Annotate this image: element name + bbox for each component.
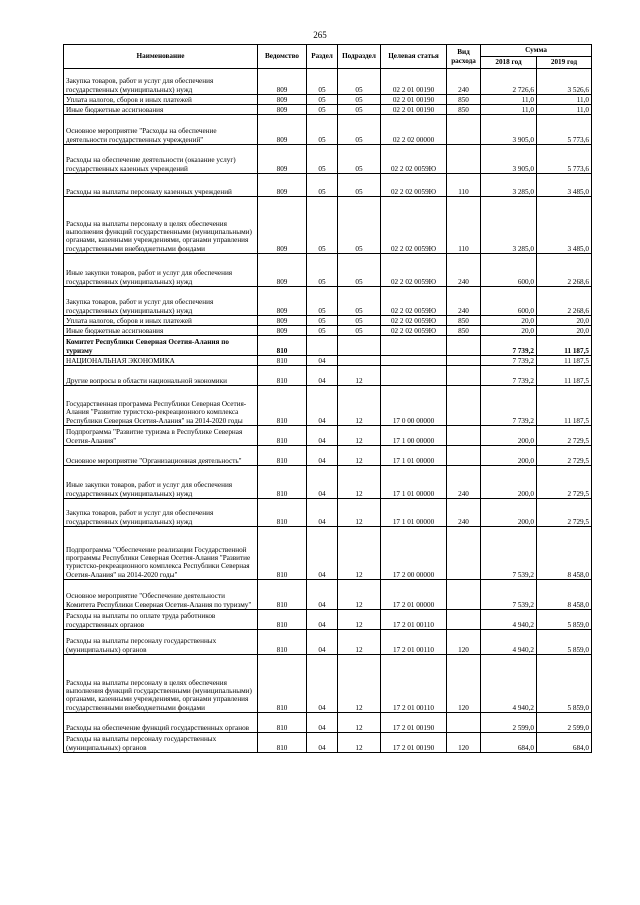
cell-name: Основное мероприятие "Организационная деятельность" (64, 446, 258, 466)
cell-name: Другие вопросы в области национальной экономики (64, 366, 258, 386)
cell-sum-2018: 2 726,6 (481, 69, 537, 95)
table-row (64, 174, 592, 197)
cell-sum-2018: 200,0 (481, 426, 537, 446)
table-row (64, 713, 592, 733)
cell-subsection: 12 (338, 580, 381, 610)
header-section: Раздел (307, 45, 338, 69)
table-row (64, 466, 592, 499)
table-row (64, 610, 592, 630)
cell-name: Расходы на обеспечение функций государственных органов (64, 713, 258, 733)
table-row (64, 316, 592, 326)
cell-name: Уплата налогов, сборов и иных платежей (64, 95, 258, 105)
cell-dept: 810 (258, 366, 307, 386)
cell-sum-2019: 3 485,0 (537, 174, 592, 197)
cell-sum-2018: 4 940,2 (481, 630, 537, 655)
cell-sum-2018: 684,0 (481, 733, 537, 753)
cell-subsection: 05 (338, 95, 381, 105)
cell-section: 04 (307, 655, 338, 713)
cell-target: 02 2 02 0059Ю (381, 326, 447, 336)
cell-name: Уплата налогов, сборов и иных платежей (64, 316, 258, 326)
cell-exp-type: 110 (447, 197, 481, 254)
cell-target: 17 0 00 00000 (381, 386, 447, 426)
cell-section: 05 (307, 326, 338, 336)
cell-target (381, 356, 447, 366)
cell-sum-2019: 2 729,5 (537, 426, 592, 446)
cell-name: Иные бюджетные ассигнования (64, 105, 258, 115)
cell-sum-2019: 2 729,5 (537, 446, 592, 466)
cell-subsection: 05 (338, 115, 381, 145)
cell-dept: 810 (258, 713, 307, 733)
cell-name: Расходы на выплаты персоналу государственных (муниципальных) органов (64, 630, 258, 655)
cell-sum-2018: 600,0 (481, 287, 537, 316)
cell-sum-2019: 3 485,0 (537, 197, 592, 254)
cell-dept: 810 (258, 527, 307, 580)
cell-dept: 810 (258, 655, 307, 713)
cell-sum-2018: 4 940,2 (481, 655, 537, 713)
cell-sum-2019: 684,0 (537, 733, 592, 753)
table-row (64, 95, 592, 105)
cell-exp-type: 850 (447, 95, 481, 105)
header-name: Наименование (64, 45, 258, 69)
cell-target: 17 1 01 00000 (381, 499, 447, 527)
cell-name: Расходы на выплаты по оплате труда работников государственных органов (64, 610, 258, 630)
cell-target: 02 2 01 00190 (381, 105, 447, 115)
table-row (64, 105, 592, 115)
cell-section: 04 (307, 366, 338, 386)
cell-dept: 809 (258, 287, 307, 316)
table-row (64, 630, 592, 655)
cell-sum-2018: 200,0 (481, 499, 537, 527)
cell-sum-2018: 200,0 (481, 446, 537, 466)
cell-section: 05 (307, 95, 338, 105)
table-row (64, 115, 592, 145)
cell-section: 05 (307, 115, 338, 145)
table-row (64, 336, 592, 356)
cell-name: Закупка товаров, работ и услуг для обеспечения государственных (муниципальных) нужд (64, 287, 258, 316)
cell-section: 05 (307, 145, 338, 174)
cell-section: 04 (307, 426, 338, 446)
cell-exp-type: 240 (447, 287, 481, 316)
cell-target: 17 2 01 00190 (381, 733, 447, 753)
cell-sum-2018: 7 739,2 (481, 386, 537, 426)
cell-target: 02 2 02 0059Ю (381, 197, 447, 254)
cell-subsection: 05 (338, 287, 381, 316)
cell-exp-type: 120 (447, 733, 481, 753)
cell-dept: 809 (258, 254, 307, 287)
header-dept: Ведомство (258, 45, 307, 69)
cell-exp-type (447, 713, 481, 733)
cell-target: 17 2 01 00190 (381, 713, 447, 733)
cell-sum-2019: 8 458,0 (537, 580, 592, 610)
cell-name: Расходы на выплаты персоналу в целях обеспечения выполнения функций государственными (муниципальными) органами, казенными учреждениями, органами управления государственными внебюджетными фондами (64, 197, 258, 254)
cell-exp-type (447, 115, 481, 145)
table-row (64, 197, 592, 254)
table-row (64, 366, 592, 386)
cell-sum-2019: 5 773,6 (537, 115, 592, 145)
cell-section: 04 (307, 446, 338, 466)
cell-exp-type (447, 426, 481, 446)
cell-sum-2018: 11,0 (481, 95, 537, 105)
header-2019: 2019 год (537, 57, 592, 69)
cell-subsection: 12 (338, 733, 381, 753)
table-row (64, 386, 592, 426)
cell-exp-type: 240 (447, 466, 481, 499)
cell-sum-2019: 2 729,5 (537, 499, 592, 527)
cell-sum-2019: 2 729,5 (537, 466, 592, 499)
cell-exp-type (447, 366, 481, 386)
cell-sum-2019: 5 859,0 (537, 630, 592, 655)
cell-target: 17 2 01 00000 (381, 580, 447, 610)
cell-name: Государственная программа Республики Северная Осетия-Алания "Развитие туристско-рекреационного комплекса Республики Северная Осетия-Алания" на 2014-2020 годы (64, 386, 258, 426)
cell-name: Иные бюджетные ассигнования (64, 326, 258, 336)
cell-exp-type (447, 356, 481, 366)
cell-exp-type: 850 (447, 326, 481, 336)
cell-dept: 810 (258, 610, 307, 630)
table-row (64, 426, 592, 446)
cell-dept: 810 (258, 466, 307, 499)
cell-section: 05 (307, 287, 338, 316)
cell-sum-2018: 7 539,2 (481, 527, 537, 580)
cell-exp-type: 240 (447, 499, 481, 527)
cell-exp-type: 850 (447, 105, 481, 115)
cell-dept: 810 (258, 356, 307, 366)
cell-section: 05 (307, 174, 338, 197)
cell-section: 04 (307, 580, 338, 610)
cell-sum-2019: 2 599,0 (537, 713, 592, 733)
cell-exp-type (447, 527, 481, 580)
cell-sum-2019: 2 268,6 (537, 254, 592, 287)
cell-name: Основное мероприятие "Расходы на обеспечение деятельности государственных учреждений" (64, 115, 258, 145)
cell-target (381, 366, 447, 386)
cell-name: Комитет Республики Северная Осетия-Алания по туризму (64, 336, 258, 356)
cell-section: 05 (307, 316, 338, 326)
cell-subsection: 12 (338, 426, 381, 446)
cell-target: 17 1 01 00000 (381, 446, 447, 466)
cell-dept: 810 (258, 336, 307, 356)
table-row (64, 527, 592, 580)
cell-target: 02 2 02 0059Ю (381, 316, 447, 326)
cell-dept: 809 (258, 326, 307, 336)
cell-target: 17 2 01 00110 (381, 630, 447, 655)
cell-subsection: 12 (338, 466, 381, 499)
cell-subsection: 05 (338, 69, 381, 95)
cell-exp-type: 110 (447, 174, 481, 197)
cell-section: 04 (307, 733, 338, 753)
cell-dept: 810 (258, 580, 307, 610)
header-exp-type: Вид расхода (447, 45, 481, 69)
cell-subsection (338, 336, 381, 356)
cell-dept: 809 (258, 95, 307, 105)
cell-sum-2018: 3 905,0 (481, 115, 537, 145)
cell-sum-2018: 20,0 (481, 326, 537, 336)
cell-target: 17 2 00 00000 (381, 527, 447, 580)
cell-dept: 809 (258, 105, 307, 115)
cell-subsection: 05 (338, 197, 381, 254)
cell-sum-2018: 3 285,0 (481, 174, 537, 197)
table-row (64, 655, 592, 713)
page-number: 265 (313, 30, 327, 40)
cell-subsection: 12 (338, 655, 381, 713)
cell-subsection: 05 (338, 316, 381, 326)
cell-dept: 809 (258, 69, 307, 95)
cell-name: Закупка товаров, работ и услуг для обеспечения государственных (муниципальных) нужд (64, 499, 258, 527)
cell-section: 04 (307, 527, 338, 580)
cell-dept: 809 (258, 174, 307, 197)
cell-subsection: 05 (338, 145, 381, 174)
cell-sum-2018: 3 285,0 (481, 197, 537, 254)
cell-sum-2018: 7 539,2 (481, 580, 537, 610)
cell-sum-2019: 11 187,5 (537, 366, 592, 386)
cell-subsection: 05 (338, 326, 381, 336)
cell-subsection: 05 (338, 174, 381, 197)
cell-target: 02 2 02 00000 (381, 115, 447, 145)
cell-subsection: 12 (338, 386, 381, 426)
cell-target: 17 2 01 00110 (381, 655, 447, 713)
cell-section (307, 336, 338, 356)
cell-name: Закупка товаров, работ и услуг для обеспечения государственных (муниципальных) нужд (64, 69, 258, 95)
cell-name: Подпрограмма "Обеспечение реализации Государственной программы Республики Северная Осетия-Алания "Развитие туристско-рекреационного комплекса Республики Северная Осетия-Алания" на 2014-2020 годы" (64, 527, 258, 580)
header-target: Целевая статья (381, 45, 447, 69)
header-subsection: Подраздел (338, 45, 381, 69)
cell-target: 02 2 02 0059Ю (381, 145, 447, 174)
cell-subsection: 12 (338, 446, 381, 466)
cell-section: 04 (307, 610, 338, 630)
cell-name: Расходы на выплаты персоналу в целях обеспечения выполнения функций государственными (муниципальными) органами, казенными учреждениями, органами управления государственными внебюджетными фондами (64, 655, 258, 713)
cell-sum-2019: 5 773,6 (537, 145, 592, 174)
table-row (64, 326, 592, 336)
table-row (64, 287, 592, 316)
cell-subsection: 12 (338, 527, 381, 580)
table-body (64, 69, 592, 753)
cell-subsection: 12 (338, 499, 381, 527)
cell-exp-type (447, 336, 481, 356)
cell-exp-type (447, 580, 481, 610)
cell-sum-2019: 20,0 (537, 326, 592, 336)
cell-sum-2018: 200,0 (481, 466, 537, 499)
table-row (64, 254, 592, 287)
cell-sum-2018: 2 599,0 (481, 713, 537, 733)
cell-subsection: 12 (338, 366, 381, 386)
cell-dept: 810 (258, 446, 307, 466)
cell-dept: 810 (258, 733, 307, 753)
cell-dept: 809 (258, 316, 307, 326)
cell-sum-2019: 11 187,5 (537, 386, 592, 426)
cell-target: 17 1 00 00000 (381, 426, 447, 446)
cell-exp-type: 850 (447, 316, 481, 326)
cell-sum-2018: 4 940,2 (481, 610, 537, 630)
cell-section: 05 (307, 105, 338, 115)
table-row (64, 69, 592, 95)
cell-section: 04 (307, 466, 338, 499)
cell-dept: 810 (258, 386, 307, 426)
cell-sum-2019: 11,0 (537, 95, 592, 105)
cell-dept: 810 (258, 499, 307, 527)
cell-sum-2019: 11,0 (537, 105, 592, 115)
cell-dept: 810 (258, 426, 307, 446)
table-row (64, 446, 592, 466)
cell-exp-type: 240 (447, 254, 481, 287)
cell-sum-2018: 7 739,2 (481, 366, 537, 386)
header-sum: Сумма (481, 45, 592, 57)
cell-sum-2019: 2 268,6 (537, 287, 592, 316)
table-row (64, 580, 592, 610)
cell-sum-2018: 600,0 (481, 254, 537, 287)
cell-sum-2018: 7 739,2 (481, 356, 537, 366)
header-2018: 2018 год (481, 57, 537, 69)
cell-sum-2018: 20,0 (481, 316, 537, 326)
cell-sum-2019: 8 458,0 (537, 527, 592, 580)
cell-section: 04 (307, 356, 338, 366)
table-row (64, 499, 592, 527)
cell-target: 02 2 02 0059Ю (381, 174, 447, 197)
cell-target: 17 2 01 00110 (381, 610, 447, 630)
cell-exp-type (447, 610, 481, 630)
cell-sum-2019: 11 187,5 (537, 356, 592, 366)
cell-exp-type: 120 (447, 630, 481, 655)
cell-name: Основное мероприятие "Обеспечение деятельности Комитета Республики Северная Осетия-Алания по туризму" (64, 580, 258, 610)
cell-exp-type (447, 446, 481, 466)
cell-target: 17 1 01 00000 (381, 466, 447, 499)
cell-target: 02 2 01 00190 (381, 69, 447, 95)
cell-sum-2018: 7 739,2 (481, 336, 537, 356)
cell-name: Подпрограмма "Развитие туризма в Республике Северная Осетия-Алания" (64, 426, 258, 446)
cell-subsection: 05 (338, 105, 381, 115)
cell-section: 04 (307, 630, 338, 655)
cell-dept: 809 (258, 115, 307, 145)
cell-exp-type: 120 (447, 655, 481, 713)
cell-target (381, 336, 447, 356)
cell-sum-2019: 5 859,0 (537, 655, 592, 713)
cell-subsection: 12 (338, 630, 381, 655)
cell-target: 02 2 01 00190 (381, 95, 447, 105)
cell-subsection: 05 (338, 254, 381, 287)
cell-subsection (338, 356, 381, 366)
cell-section: 05 (307, 69, 338, 95)
cell-sum-2018: 3 905,0 (481, 145, 537, 174)
cell-section: 05 (307, 254, 338, 287)
cell-target: 02 2 02 0059Ю (381, 254, 447, 287)
cell-name: НАЦИОНАЛЬНАЯ ЭКОНОМИКА (64, 356, 258, 366)
cell-name: Расходы на выплаты персоналу государственных (муниципальных) органов (64, 733, 258, 753)
cell-exp-type (447, 386, 481, 426)
cell-section: 04 (307, 499, 338, 527)
cell-sum-2019: 11 187,5 (537, 336, 592, 356)
cell-dept: 809 (258, 197, 307, 254)
cell-dept: 809 (258, 145, 307, 174)
table-row (64, 145, 592, 174)
cell-exp-type: 240 (447, 69, 481, 95)
table-row (64, 356, 592, 366)
cell-subsection: 12 (338, 610, 381, 630)
cell-name: Иные закупки товаров, работ и услуг для обеспечения государственных (муниципальных) нужд (64, 466, 258, 499)
cell-name: Расходы на выплаты персоналу казенных учреждений (64, 174, 258, 197)
cell-dept: 810 (258, 630, 307, 655)
cell-exp-type (447, 145, 481, 174)
cell-name: Иные закупки товаров, работ и услуг для обеспечения государственных (муниципальных) нужд (64, 254, 258, 287)
cell-name: Расходы на обеспечение деятельности (оказание услуг) государственных казенных учреждений (64, 145, 258, 174)
cell-subsection: 12 (338, 713, 381, 733)
cell-target: 02 2 02 0059Ю (381, 287, 447, 316)
cell-section: 05 (307, 197, 338, 254)
cell-sum-2019: 20,0 (537, 316, 592, 326)
cell-sum-2019: 3 526,6 (537, 69, 592, 95)
cell-section: 04 (307, 713, 338, 733)
cell-sum-2018: 11,0 (481, 105, 537, 115)
table-row (64, 733, 592, 753)
cell-section: 04 (307, 386, 338, 426)
cell-sum-2019: 5 859,0 (537, 610, 592, 630)
budget-table (63, 44, 592, 753)
